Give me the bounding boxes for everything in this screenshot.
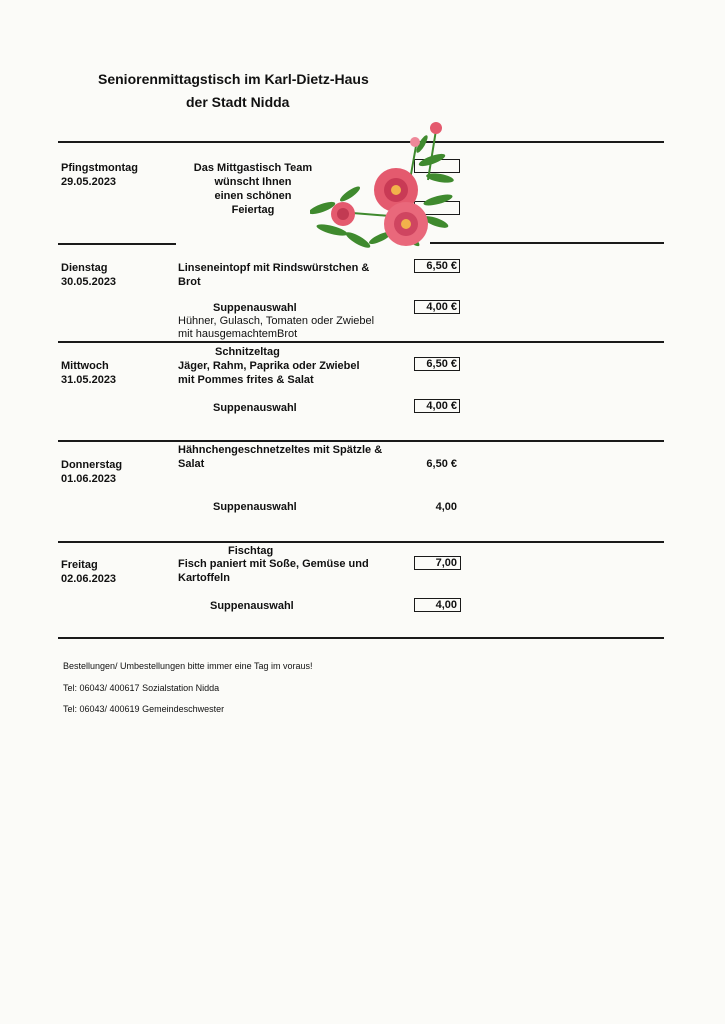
soup-label: Suppenauswahl bbox=[213, 402, 297, 414]
soup-description-line: Hühner, Gulasch, Tomaten oder Zwiebel bbox=[178, 315, 375, 327]
main-dish-line: Fisch paniert mit Soße, Gemüse und bbox=[178, 558, 369, 570]
divider-holiday-right bbox=[430, 242, 664, 244]
main-dish-line: Brot bbox=[178, 276, 201, 288]
main-price: 7,00 bbox=[435, 557, 457, 569]
main-dish bbox=[178, 359, 360, 387]
day-date: 30.05.2023 bbox=[61, 276, 117, 288]
soup-price: 4,00 bbox=[435, 599, 457, 611]
soup-label: Suppenauswahl bbox=[213, 501, 297, 513]
main-dish bbox=[178, 261, 369, 289]
soup-description-line: mit hausgemachtemBrot bbox=[178, 328, 298, 340]
divider-mittwoch bbox=[58, 440, 664, 442]
divider-donnerstag bbox=[58, 541, 664, 543]
main-price: 6,50 € bbox=[426, 358, 457, 370]
soup-price: 4,00 bbox=[435, 501, 457, 513]
title-line-1: Seniorenmittagstisch im Karl-Dietz-Haus bbox=[98, 71, 369, 87]
day-name: Pfingstmontag bbox=[61, 162, 138, 174]
day-date: 02.06.2023 bbox=[61, 573, 117, 585]
main-dish-line: Kartoffeln bbox=[178, 572, 230, 584]
soup-description bbox=[178, 315, 374, 341]
main-price: 6,50 € bbox=[426, 260, 457, 272]
phone-sozialstation: Tel: 06043/ 400617 Sozialstation Nidda bbox=[63, 683, 220, 693]
main-dish-line: Jäger, Rahm, Paprika oder Zwiebel bbox=[178, 360, 360, 372]
divider-bottom bbox=[58, 637, 664, 639]
main-price: 6,50 € bbox=[426, 458, 457, 470]
day-name: Mittwoch bbox=[61, 360, 109, 372]
day-name: Dienstag bbox=[61, 262, 108, 274]
phone-gemeindeschwester: Tel: 06043/ 400619 Gemeindeschwester bbox=[63, 704, 225, 714]
peony-flower-illustration bbox=[310, 120, 460, 252]
main-dish-line: mit Pommes frites & Salat bbox=[178, 374, 314, 386]
main-dish bbox=[178, 557, 369, 585]
day-name: Donnerstag bbox=[61, 459, 123, 471]
main-dish bbox=[178, 443, 382, 471]
day-date: 01.06.2023 bbox=[61, 473, 117, 485]
holiday-message-line: wünscht Ihnen bbox=[214, 176, 292, 188]
soup-label: Suppenauswahl bbox=[210, 600, 294, 612]
holiday-message-line: einen schönen bbox=[214, 190, 292, 202]
soup-label: Suppenauswahl bbox=[213, 302, 297, 314]
main-dish-line: Salat bbox=[178, 458, 205, 470]
main-dish-line: Linseneintopf mit Rindswürstchen & bbox=[178, 262, 370, 274]
day-date: 31.05.2023 bbox=[61, 374, 117, 386]
order-note: Bestellungen/ Umbestellungen bitte immer eine Tag im voraus! bbox=[63, 661, 313, 671]
soup-price: 4,00 € bbox=[426, 301, 457, 313]
title-line-2: der Stadt Nidda bbox=[186, 94, 290, 110]
divider-dienstag bbox=[58, 341, 664, 343]
day-name: Freitag bbox=[61, 559, 98, 571]
holiday-message-line: Das Mittgastisch Team bbox=[193, 162, 313, 174]
day-date: 29.05.2023 bbox=[61, 176, 117, 188]
day-theme: Fischtag bbox=[228, 545, 274, 557]
day-theme: Schnitzeltag bbox=[215, 346, 280, 358]
soup-price: 4,00 € bbox=[426, 400, 457, 412]
divider-holiday-left bbox=[58, 243, 176, 245]
holiday-message-line: Feiertag bbox=[231, 204, 275, 216]
main-dish-line: Hähnchengeschnetzeltes mit Spätzle & bbox=[178, 444, 383, 456]
